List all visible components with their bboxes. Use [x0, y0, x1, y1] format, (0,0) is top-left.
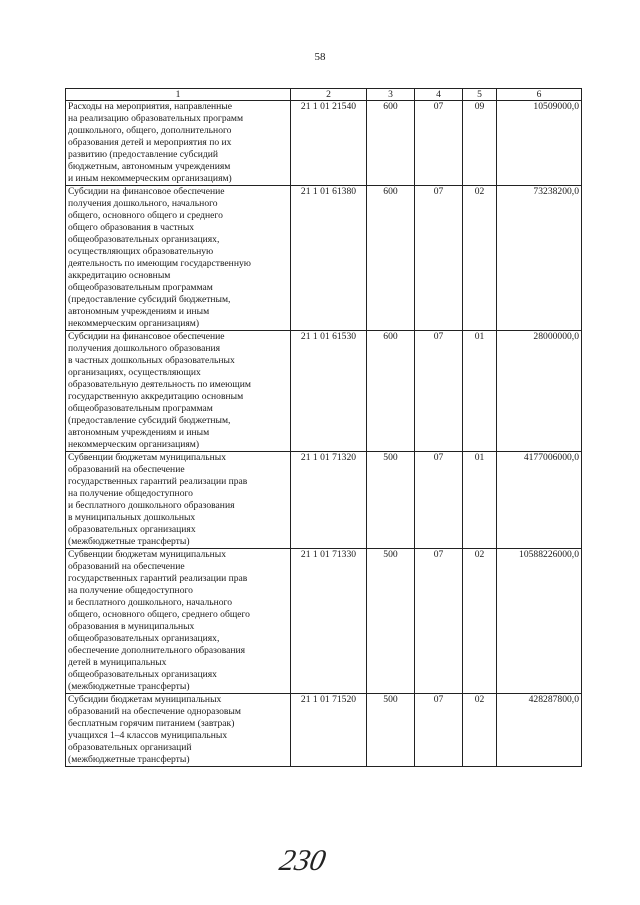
table-row — [66, 331, 582, 452]
table-row — [66, 694, 582, 767]
section-code-cell: 07 — [415, 186, 463, 331]
expense-name-cell: Субсидии на финансовое обеспечение получения дошкольного, начального общего, основного общего и среднего общего образования в частных общеобразовательных организациях, осуществляющих образовательную деятельность по имеющим государственную аккредитацию основным общеобразовательным программам (предоставление субсидий бюджетным, автономным учреждениям и иным некоммерческим организациям) — [66, 186, 291, 331]
handwritten-number-text: 230 — [276, 843, 329, 877]
expense-type-code-cell: 500 — [367, 452, 415, 549]
expense-type-code-cell: 600 — [367, 331, 415, 452]
subsection-code-cell: 02 — [463, 549, 497, 694]
target-code-cell: 21 1 01 21540 — [291, 101, 367, 186]
subsection-code-cell: 02 — [463, 694, 497, 767]
amount-cell: 73238200,0 — [497, 186, 582, 331]
table-row — [66, 452, 582, 549]
expense-name-cell: Субвенции бюджетам муниципальных образований на обеспечение государственных гарантий реализации прав на получение общедоступного и бесплатного дошкольного, начального общего, основного общего, среднего общего образования в муниципальных общеобразовательных организациях, обеспечение дополнительного образования детей в муниципальных общеобразовательных организациях (межбюджетные трансферты) — [66, 549, 291, 694]
page-number: 58 — [314, 51, 326, 63]
handwritten-page-number — [0, 840, 640, 880]
amount-cell: 10509000,0 — [497, 101, 582, 186]
table-header-row — [66, 89, 582, 101]
section-code-cell: 07 — [415, 331, 463, 452]
column-header: 1 — [66, 89, 291, 101]
subsection-code-cell: 09 — [463, 101, 497, 186]
target-code-cell: 21 1 01 71330 — [291, 549, 367, 694]
column-header: 6 — [497, 89, 582, 101]
budget-table — [65, 88, 582, 767]
amount-cell: 10588226000,0 — [497, 549, 582, 694]
target-code-cell: 21 1 01 61380 — [291, 186, 367, 331]
section-code-cell: 07 — [415, 101, 463, 186]
section-code-cell: 07 — [415, 694, 463, 767]
subsection-code-cell: 02 — [463, 186, 497, 331]
table-row — [66, 101, 582, 186]
target-code-cell: 21 1 01 61530 — [291, 331, 367, 452]
target-code-cell: 21 1 01 71520 — [291, 694, 367, 767]
subsection-code-cell: 01 — [463, 452, 497, 549]
column-header: 5 — [463, 89, 497, 101]
amount-cell: 428287800,0 — [497, 694, 582, 767]
amount-cell: 4177006000,0 — [497, 452, 582, 549]
table-row — [66, 549, 582, 694]
expense-type-code-cell: 600 — [367, 186, 415, 331]
table-row — [66, 186, 582, 331]
expense-name-cell: Субвенции бюджетам муниципальных образований на обеспечение государственных гарантий реализации прав на получение общедоступного и бесплатного дошкольного образования в муниципальных дошкольных образовательных организациях (межбюджетные трансферты) — [66, 452, 291, 549]
expense-type-code-cell: 600 — [367, 101, 415, 186]
expense-name-cell: Расходы на мероприятия, направленные на реализацию образовательных программ дошкольного, общего, дополнительного образования детей и мероприятия по их развитию (предоставление субсидий бюджетным, автономным учреждениям и иным некоммерческим организациям) — [66, 101, 291, 186]
subsection-code-cell: 01 — [463, 331, 497, 452]
expense-name-cell: Субсидии на финансовое обеспечение получения дошкольного образования в частных дошкольных образовательных организациях, осуществляющих образовательную деятельность по имеющим государственную аккредитацию основным общеобразовательным программам (предоставление субсидий бюджетным, автономным учреждениям и иным некоммерческим организациям) — [66, 331, 291, 452]
target-code-cell: 21 1 01 71320 — [291, 452, 367, 549]
section-code-cell: 07 — [415, 452, 463, 549]
column-header: 4 — [415, 89, 463, 101]
column-header: 2 — [291, 89, 367, 101]
amount-cell: 28000000,0 — [497, 331, 582, 452]
expense-type-code-cell: 500 — [367, 694, 415, 767]
expense-name-cell: Субсидии бюджетам муниципальных образований на обеспечение одноразовым бесплатным горячим питанием (завтрак) учащихся 1–4 классов муниципальных образовательных организаций (межбюджетные трансферты) — [66, 694, 291, 767]
section-code-cell: 07 — [415, 549, 463, 694]
expense-type-code-cell: 500 — [367, 549, 415, 694]
column-header: 3 — [367, 89, 415, 101]
